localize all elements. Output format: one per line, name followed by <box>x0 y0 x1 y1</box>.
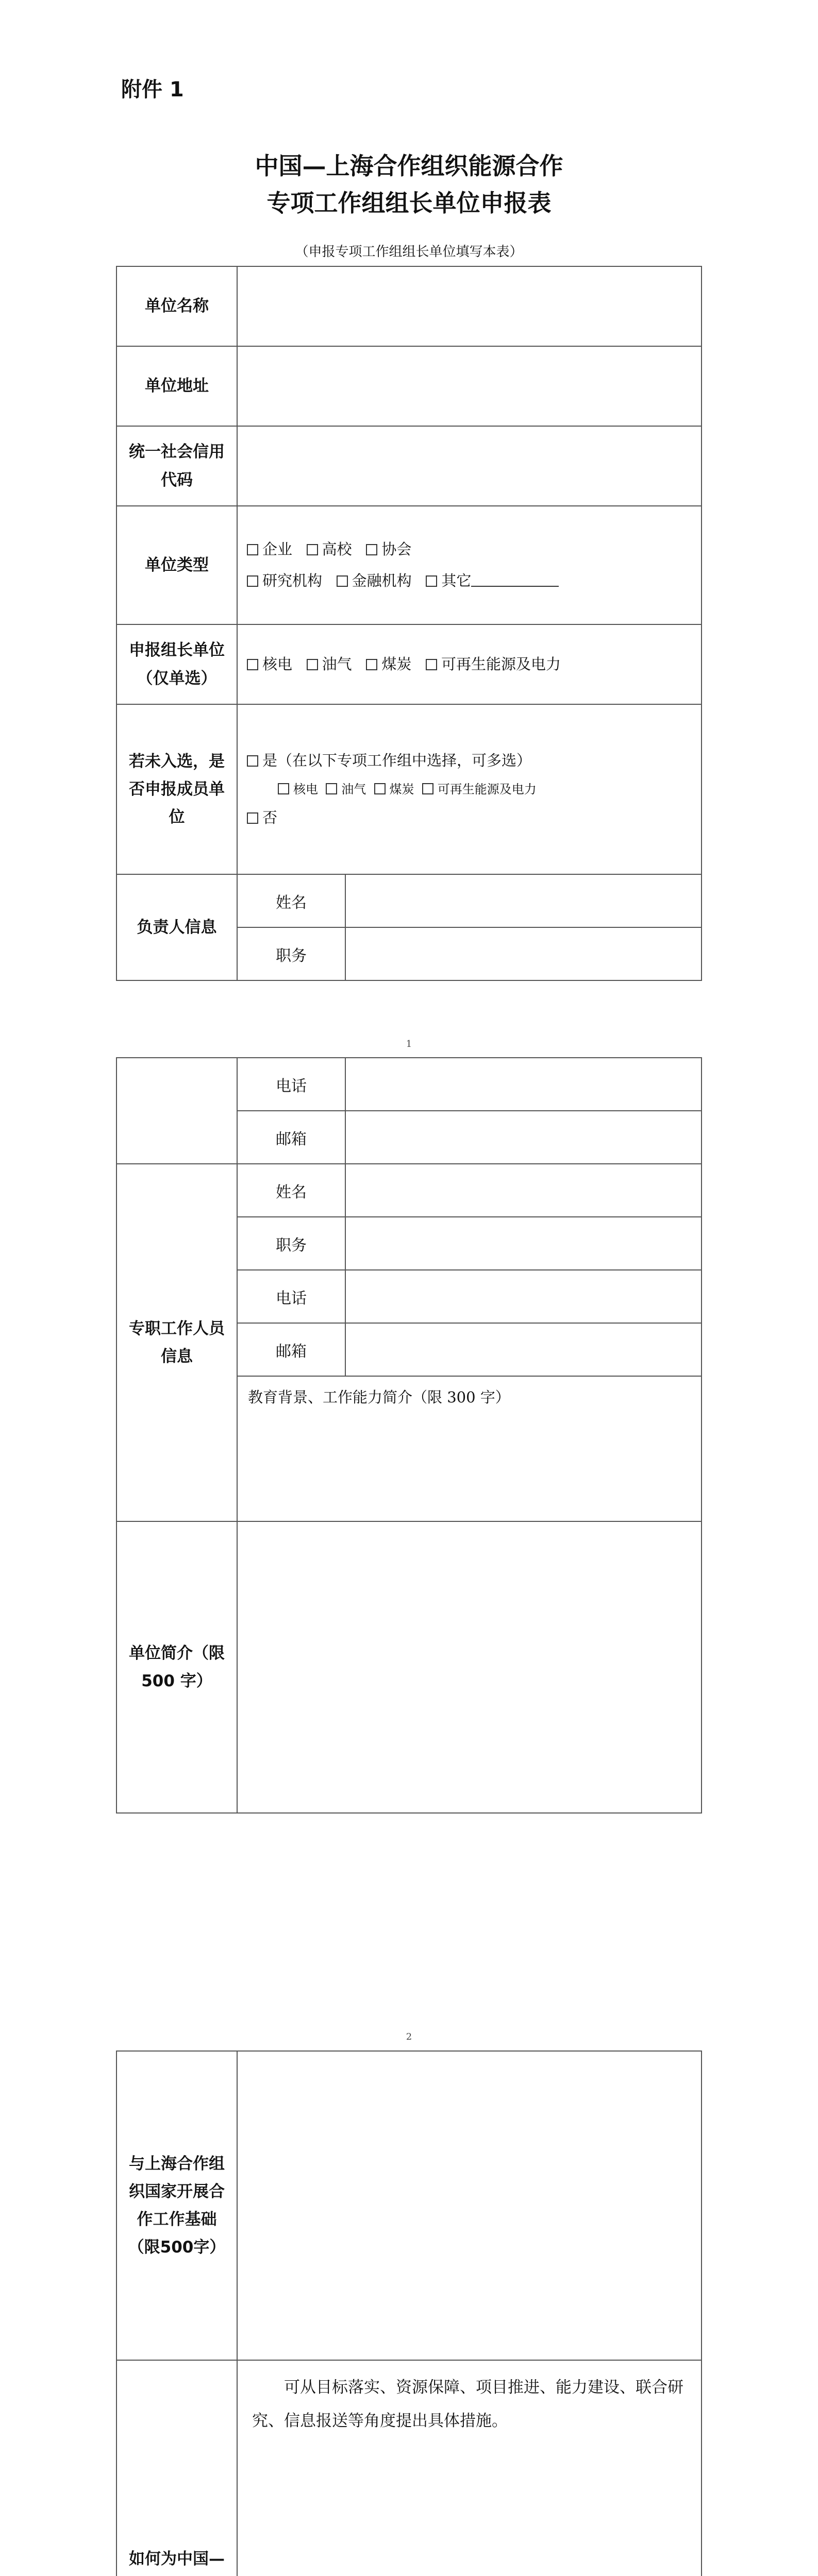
option-association: 协会 <box>381 540 412 558</box>
unit-name-label: 单位名称 <box>116 266 237 346</box>
person-in-charge-label-continued <box>116 1058 237 1164</box>
form-subtitle: （申报专项工作组组长单位填写本表） <box>295 244 523 260</box>
page-number-2: 2 <box>406 2031 412 2042</box>
unit-type-options <box>237 506 702 624</box>
pic-position-label: 职务 <box>237 927 345 980</box>
pic-phone-field[interactable] <box>345 1058 702 1111</box>
checkbox-lead-renewable[interactable] <box>426 659 437 670</box>
unit-intro-field[interactable] <box>237 1521 702 1813</box>
support-label: 如何为中国— <box>116 2360 237 2576</box>
credit-code-label: 统一社会信用代码 <box>116 426 237 506</box>
staff-intro-field[interactable] <box>237 1376 702 1521</box>
pic-phone-label: 电话 <box>237 1058 345 1111</box>
lead-option-nuclear: 核电 <box>262 655 293 673</box>
staff-info-label: 专职工作人员信息 <box>116 1164 237 1521</box>
checkbox-member-yes[interactable] <box>247 755 258 767</box>
unit-address-label: 单位地址 <box>116 346 237 426</box>
lead-option-renewable: 可再生能源及电力 <box>441 655 561 673</box>
other-blank-field[interactable] <box>471 572 559 587</box>
member-option-oil-gas: 油气 <box>341 782 366 796</box>
checkbox-lead-oil-gas[interactable] <box>307 659 318 670</box>
page-number-1: 1 <box>406 1039 412 1049</box>
checkbox-member-nuclear[interactable] <box>278 783 289 794</box>
form-title-line1: 中国—上海合作组织能源合作 <box>255 152 563 180</box>
member-apply-label: 若未入选，是否申报成员单位 <box>116 704 237 874</box>
checkbox-research[interactable] <box>247 575 258 587</box>
staff-phone-label: 电话 <box>237 1270 345 1323</box>
checkbox-member-no[interactable] <box>247 812 258 824</box>
person-in-charge-label: 负责人信息 <box>116 874 237 980</box>
option-finance: 金融机构 <box>352 572 412 589</box>
checkbox-lead-coal[interactable] <box>366 659 377 670</box>
lead-option-coal: 煤炭 <box>381 655 412 673</box>
staff-name-field[interactable] <box>345 1164 702 1217</box>
checkbox-enterprise[interactable] <box>247 544 258 555</box>
option-other: 其它 <box>441 572 472 589</box>
support-hint: 可从目标落实、资源保障、项目推进、能力建设、联合研究、信息报送等角度提出具体措施。 <box>252 2378 683 2431</box>
member-option-yes: 是（在以下专项工作组中选择，可多选） <box>262 751 532 769</box>
coop-basis-label: 与上海合作组织国家开展合作工作基础（限500字） <box>116 2051 237 2360</box>
checkbox-other[interactable] <box>426 575 437 587</box>
pic-email-field[interactable] <box>345 1111 702 1164</box>
credit-code-field[interactable] <box>237 426 702 506</box>
unit-intro-label: 单位简介（限 500 字） <box>116 1521 237 1813</box>
staff-phone-field[interactable] <box>345 1270 702 1323</box>
lead-apply-options <box>237 624 702 704</box>
application-table-page2 <box>116 1057 702 1814</box>
pic-name-label: 姓名 <box>237 874 345 927</box>
coop-basis-field[interactable] <box>237 2051 702 2360</box>
support-field[interactable] <box>237 2360 702 2576</box>
staff-email-field[interactable] <box>345 1323 702 1376</box>
checkbox-member-oil-gas[interactable] <box>326 783 337 794</box>
form-title-line2: 专项工作组组长单位申报表 <box>266 189 552 217</box>
application-table-page3 <box>116 2050 702 2576</box>
lead-apply-label: 申报组长单位（仅单选） <box>116 624 237 704</box>
checkbox-university[interactable] <box>307 544 318 555</box>
member-option-no: 否 <box>262 809 278 827</box>
option-research: 研究机构 <box>262 572 323 589</box>
unit-address-field[interactable] <box>237 346 702 426</box>
annex-label: 附件 1 <box>121 78 184 101</box>
staff-position-label: 职务 <box>237 1217 345 1270</box>
checkbox-member-renewable[interactable] <box>422 783 433 794</box>
staff-name-label: 姓名 <box>237 1164 345 1217</box>
staff-position-field[interactable] <box>345 1217 702 1270</box>
unit-name-field[interactable] <box>237 266 702 346</box>
unit-type-label: 单位类型 <box>116 506 237 624</box>
member-option-coal: 煤炭 <box>389 782 414 796</box>
staff-intro-hint: 教育背景、工作能力简介（限 300 字） <box>248 1388 510 1406</box>
checkbox-lead-nuclear[interactable] <box>247 659 258 670</box>
pic-name-field[interactable] <box>345 874 702 927</box>
pic-email-label: 邮箱 <box>237 1111 345 1164</box>
checkbox-finance[interactable] <box>337 575 348 587</box>
member-option-nuclear: 核电 <box>293 782 318 796</box>
option-university: 高校 <box>322 540 352 558</box>
option-enterprise: 企业 <box>262 540 293 558</box>
staff-email-label: 邮箱 <box>237 1323 345 1376</box>
checkbox-member-coal[interactable] <box>374 783 386 794</box>
application-table-page1 <box>116 266 702 981</box>
lead-option-oil-gas: 油气 <box>322 655 352 673</box>
pic-position-field[interactable] <box>345 927 702 980</box>
checkbox-association[interactable] <box>366 544 377 555</box>
member-option-renewable: 可再生能源及电力 <box>437 782 537 796</box>
member-apply-options <box>237 704 702 874</box>
